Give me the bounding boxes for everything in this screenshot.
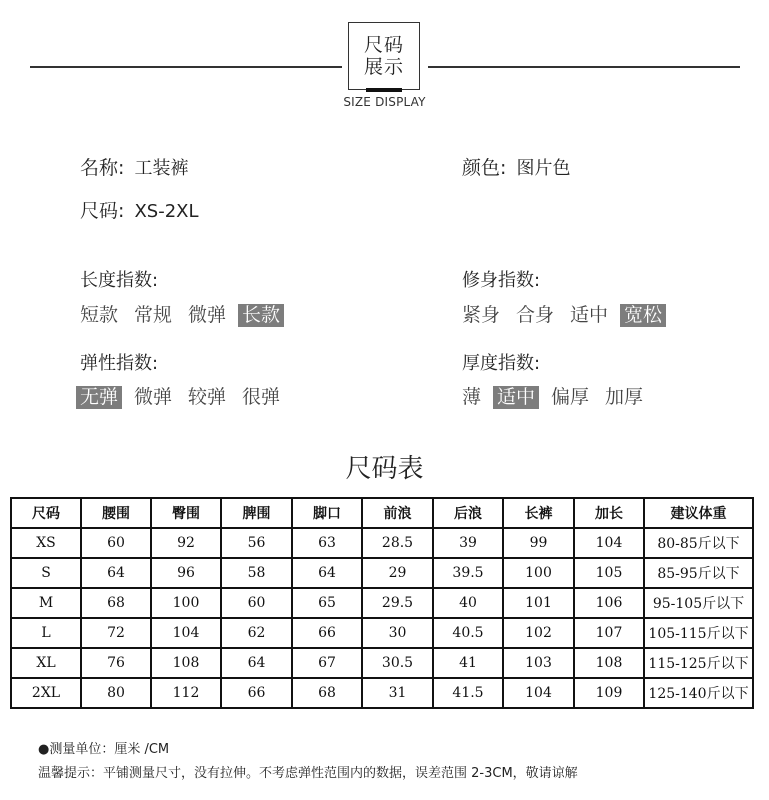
table-cell: 40: [433, 588, 503, 618]
table-cell: 63: [292, 528, 362, 558]
table-cell: 108: [574, 648, 644, 678]
product-color-label: 颜色:: [462, 157, 507, 179]
table-cell: XS: [11, 528, 81, 558]
size-table: [10, 497, 754, 709]
table-cell: 105: [574, 558, 644, 588]
table-header-cell: 尺码: [11, 498, 81, 528]
table-cell: 104: [503, 678, 574, 708]
product-size-value: XS-2XL: [134, 201, 199, 222]
table-cell: 28.5: [362, 528, 433, 558]
table-cell: 66: [221, 678, 292, 708]
table-cell: 101: [503, 588, 574, 618]
table-header-cell: 脾围: [221, 498, 292, 528]
table-cell: 102: [503, 618, 574, 648]
product-color-value: 图片色: [516, 158, 571, 179]
table-cell: 104: [574, 528, 644, 558]
table-cell: 95-105斤以下: [644, 588, 753, 618]
thickness-index-options: [458, 386, 647, 409]
table-cell: 85-95斤以下: [644, 558, 753, 588]
table-cell: 41: [433, 648, 503, 678]
table-cell: 68: [81, 588, 151, 618]
table-cell: 56: [221, 528, 292, 558]
table-cell: 103: [503, 648, 574, 678]
table-cell: 29: [362, 558, 433, 588]
header-title-line2: 展示: [363, 56, 404, 78]
table-cell: 106: [574, 588, 644, 618]
table-cell: 66: [292, 618, 362, 648]
table-cell: M: [11, 588, 81, 618]
fit-index-title: 修身指数:: [462, 270, 541, 291]
table-cell: 99: [503, 528, 574, 558]
elastic-option: 较弹: [188, 386, 227, 408]
table-header-cell: 前浪: [362, 498, 433, 528]
table-header-cell: 腰围: [81, 498, 151, 528]
table-cell: 112: [151, 678, 221, 708]
thickness-index-title: 厚度指数:: [462, 353, 541, 374]
table-cell: 39: [433, 528, 503, 558]
table-cell: 39.5: [433, 558, 503, 588]
table-cell: 67: [292, 648, 362, 678]
table-cell: 107: [574, 618, 644, 648]
table-cell: 64: [292, 558, 362, 588]
table-cell: 2XL: [11, 678, 81, 708]
elastic-option: 微弹: [134, 386, 173, 408]
table-cell: 125-140斤以下: [644, 678, 753, 708]
thickness-option: 适中: [493, 386, 539, 409]
table-header-cell: 脚口: [292, 498, 362, 528]
product-color: [462, 153, 570, 180]
table-cell: 31: [362, 678, 433, 708]
table-cell: 68: [292, 678, 362, 708]
header-title-line1: 尺码: [363, 34, 404, 56]
length-option: 短款: [80, 304, 119, 326]
thickness-option: 加厚: [605, 386, 644, 408]
product-name-value: 工装裤: [134, 158, 189, 179]
warm-tip-note: 温馨提示：平铺测量尺寸，没有拉伸。不考虑弹性范围内的数据，误差范围 2-3CM，敬请谅解: [38, 766, 578, 781]
table-cell: 64: [221, 648, 292, 678]
table-cell: 60: [221, 588, 292, 618]
table-header-cell: 建议体重: [644, 498, 753, 528]
fit-option: 适中: [570, 304, 609, 326]
table-cell: 60: [81, 528, 151, 558]
product-size: [80, 196, 199, 223]
elastic-index-options: [76, 386, 284, 409]
product-name-label: 名称:: [80, 157, 125, 179]
thickness-option: 薄: [462, 386, 482, 408]
table-cell: 96: [151, 558, 221, 588]
table-cell: 108: [151, 648, 221, 678]
table-row: [11, 588, 753, 618]
thickness-option: 偏厚: [551, 386, 590, 408]
header-title-box: [348, 22, 420, 90]
table-row: [11, 558, 753, 588]
size-table-title: 尺码表: [345, 454, 424, 484]
table-cell: 115-125斤以下: [644, 648, 753, 678]
fit-option: 合身: [516, 304, 555, 326]
table-cell: 109: [574, 678, 644, 708]
table-cell: L: [11, 618, 81, 648]
table-cell: 30.5: [362, 648, 433, 678]
header-accent-bar: [366, 88, 402, 92]
table-cell: 40.5: [433, 618, 503, 648]
table-cell: 41.5: [433, 678, 503, 708]
product-name: [80, 153, 188, 180]
table-cell: 64: [81, 558, 151, 588]
table-cell: 29.5: [362, 588, 433, 618]
table-cell: XL: [11, 648, 81, 678]
table-cell: 80: [81, 678, 151, 708]
table-row: [11, 678, 753, 708]
length-index-title: 长度指数:: [80, 270, 159, 291]
table-cell: 100: [503, 558, 574, 588]
table-cell: 80-85斤以下: [644, 528, 753, 558]
table-header-cell: 加长: [574, 498, 644, 528]
table-header-row: [11, 498, 753, 528]
length-option: 长款: [238, 304, 284, 327]
table-row: [11, 648, 753, 678]
table-cell: 62: [221, 618, 292, 648]
fit-index-options: [458, 304, 666, 327]
table-row: [11, 528, 753, 558]
table-cell: 65: [292, 588, 362, 618]
header-divider-right: [428, 66, 740, 68]
header-subtitle: SIZE DISPLAY: [343, 95, 426, 109]
elastic-index-title: 弹性指数:: [80, 353, 159, 374]
table-header-cell: 臀围: [151, 498, 221, 528]
table-row: [11, 618, 753, 648]
length-option: 微弹: [188, 304, 227, 326]
length-option: 常规: [134, 304, 173, 326]
length-index-options: [76, 304, 284, 327]
table-cell: 92: [151, 528, 221, 558]
table-cell: 58: [221, 558, 292, 588]
header-divider-left: [30, 66, 342, 68]
table-cell: 104: [151, 618, 221, 648]
elastic-option: 无弹: [76, 386, 122, 409]
measure-unit-note: ●测量单位：厘米 /CM: [38, 742, 170, 757]
table-cell: S: [11, 558, 81, 588]
table-cell: 100: [151, 588, 221, 618]
product-size-label: 尺码:: [80, 200, 125, 222]
table-cell: 105-115斤以下: [644, 618, 753, 648]
elastic-option: 很弹: [242, 386, 281, 408]
table-header-cell: 后浪: [433, 498, 503, 528]
fit-option: 紧身: [462, 304, 501, 326]
table-cell: 30: [362, 618, 433, 648]
fit-option: 宽松: [620, 304, 666, 327]
table-header-cell: 长裤: [503, 498, 574, 528]
table-cell: 72: [81, 618, 151, 648]
table-cell: 76: [81, 648, 151, 678]
